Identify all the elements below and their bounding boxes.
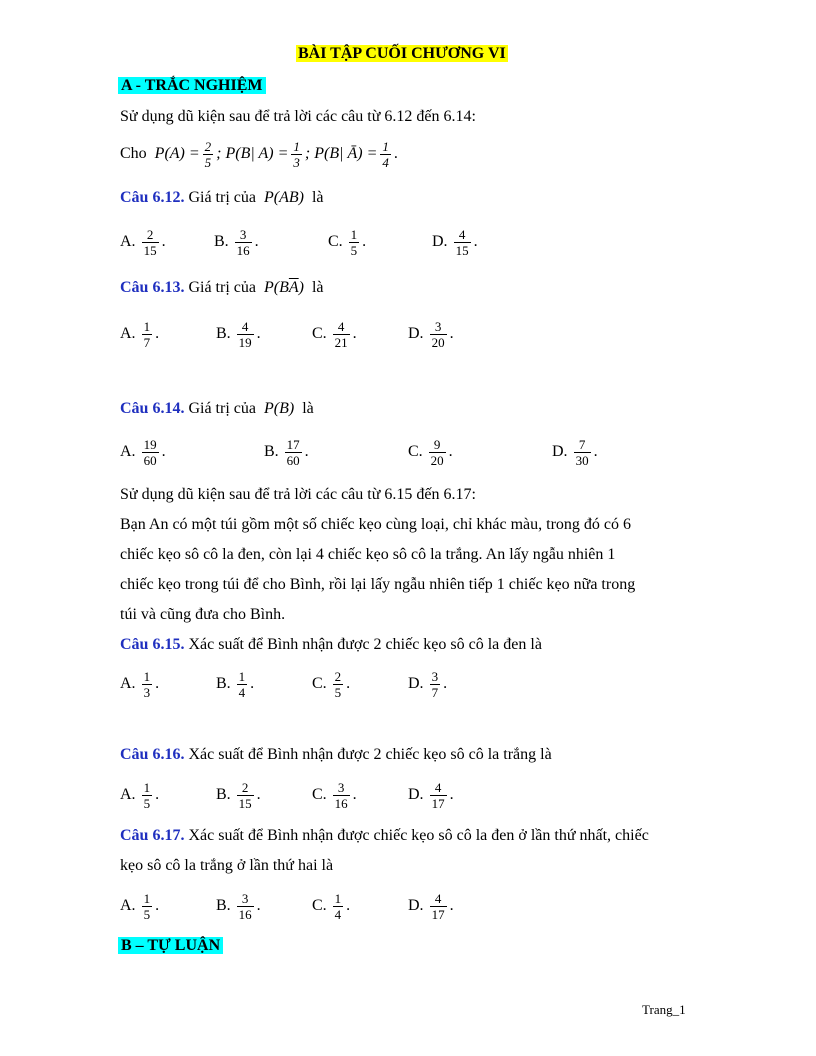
frac-den: 60 xyxy=(143,452,157,468)
intro-text-2: Sử dụng dũ kiện sau để trả lời các câu từ 6.15 đến 6.17: xyxy=(120,486,476,503)
option-fraction xyxy=(285,437,302,468)
question-label: Câu 6.14. xyxy=(120,400,185,417)
question-label: Câu 6.16. xyxy=(120,746,185,763)
frac-num: 1 xyxy=(143,668,151,684)
frac-den: 3 xyxy=(293,154,300,170)
frac-num: 1 xyxy=(334,890,342,906)
section-b-wrap xyxy=(118,937,223,955)
option-fraction xyxy=(142,319,153,350)
option-letter: D. xyxy=(408,897,424,914)
doc-title-wrap xyxy=(296,45,508,63)
option-letter: B. xyxy=(214,233,229,250)
page-number: Trang_1 xyxy=(642,1002,686,1017)
frac-den: 5 xyxy=(350,242,358,258)
frac-den: 60 xyxy=(286,452,300,468)
option-letter: C. xyxy=(312,786,327,803)
option-letter: C. xyxy=(408,443,423,460)
question-label: Câu 6.12. xyxy=(120,189,185,206)
frac-den: 5 xyxy=(204,154,212,170)
option-b[interactable]: B. $\frac{4}{19}$ . xyxy=(216,318,261,350)
frac-den: 17 xyxy=(431,906,445,922)
option-letter: D. xyxy=(552,443,568,460)
option-c[interactable]: C. $\frac{9}{20}$ . xyxy=(408,436,453,468)
frac-num: 1 xyxy=(382,138,389,154)
intro-text-1: Sử dụng dũ kiện sau để trả lời các câu từ 6.12 đến 6.14: xyxy=(120,108,476,125)
option-fraction xyxy=(430,669,441,700)
given-cho: Cho xyxy=(120,145,147,162)
question-suffix: là xyxy=(311,279,324,296)
option-fraction xyxy=(429,437,446,468)
question-6-12 xyxy=(120,188,324,208)
frac-den: 3 xyxy=(143,684,151,700)
option-c[interactable]: C. $\frac{1}{4}$ . xyxy=(312,890,351,922)
option-c[interactable]: C. $\frac{3}{16}$ . xyxy=(312,779,357,811)
option-fraction xyxy=(430,319,447,350)
frac-den: 16 xyxy=(334,795,348,811)
question-label: Câu 6.17. xyxy=(120,827,185,844)
frac-den: 21 xyxy=(334,334,348,350)
question-text: Xác suất để Bình nhận được 2 chiếc kẹo sô cô la trắng là xyxy=(188,746,552,763)
frac-num: 4 xyxy=(333,319,350,335)
frac-den: 15 xyxy=(143,242,157,258)
option-fraction xyxy=(454,227,471,258)
given-pba-fraction xyxy=(291,139,302,170)
option-b[interactable]: B. $\frac{2}{15}$ . xyxy=(216,779,261,811)
expr-a-complement: $\overline{A}$ xyxy=(288,279,299,296)
question-text-continued: kẹo sô cô la trắng ở lần thứ hai là xyxy=(120,857,334,874)
frac-den: 17 xyxy=(431,795,445,811)
section-a-wrap xyxy=(118,77,266,95)
frac-num: 2 xyxy=(334,668,342,684)
option-letter: A. xyxy=(120,786,136,803)
section-b-heading: B – TỰ LUẬN xyxy=(118,937,223,954)
option-d[interactable]: D. $\frac{3}{20}$ . xyxy=(408,318,454,350)
frac-den: 4 xyxy=(238,684,246,700)
frac-num: 3 xyxy=(430,319,447,335)
option-letter: A. xyxy=(120,233,136,250)
frac-num: 4 xyxy=(454,227,471,243)
frac-den: 5 xyxy=(143,906,151,922)
frac-num: 4 xyxy=(430,891,447,907)
given-line xyxy=(120,134,398,174)
option-a[interactable]: A. $\frac{1}{7}$ . xyxy=(120,318,160,350)
frac-num: 4 xyxy=(237,319,254,335)
question-text: Giá trị của xyxy=(188,400,256,417)
question-label: Câu 6.15. xyxy=(120,636,185,653)
option-fraction xyxy=(142,780,153,811)
frac-num: 1 xyxy=(238,668,246,684)
frac-num: 1 xyxy=(350,226,358,242)
question-6-15 xyxy=(120,635,542,655)
frac-den: 15 xyxy=(238,795,252,811)
option-fraction xyxy=(430,780,447,811)
option-fraction xyxy=(333,891,344,922)
frac-den: 7 xyxy=(431,684,439,700)
option-fraction xyxy=(333,780,350,811)
question-6-16 xyxy=(120,745,552,765)
option-letter: C. xyxy=(312,675,327,692)
option-b[interactable]: B. $\frac{3}{16}$ . xyxy=(214,226,259,258)
frac-num: 3 xyxy=(235,227,252,243)
option-fraction xyxy=(142,891,153,922)
option-fraction xyxy=(430,891,447,922)
option-d[interactable]: D. $\frac{3}{7}$ . xyxy=(408,668,448,700)
expr-close: ) xyxy=(298,279,304,296)
given-pbna-fraction xyxy=(380,139,391,170)
frac-den: 7 xyxy=(143,334,151,350)
option-letter: B. xyxy=(216,897,231,914)
option-letter: D. xyxy=(408,325,424,342)
option-letter: A. xyxy=(120,443,136,460)
option-fraction xyxy=(142,669,153,700)
option-c[interactable]: C. $\frac{2}{5}$ . xyxy=(312,668,351,700)
option-a[interactable]: A. $\frac{2}{15}$ . xyxy=(120,226,166,258)
option-letter: B. xyxy=(216,675,231,692)
option-letter: A. xyxy=(120,897,136,914)
story-line: Bạn An có một túi gồm một số chiếc kẹo cùng loại, chỉ khác màu, trong đó có 6 xyxy=(120,516,632,533)
given-pa-label: P(A) = xyxy=(154,145,200,162)
given-period: . xyxy=(393,145,398,162)
option-letter: C. xyxy=(328,233,343,250)
expr-p: P( xyxy=(263,279,280,296)
expr-b: B xyxy=(279,279,289,296)
option-fraction xyxy=(237,669,248,700)
option-fraction xyxy=(333,669,344,700)
option-letter: C. xyxy=(312,325,327,342)
given-pba-label: ; P(B| A) = xyxy=(216,145,289,162)
story-line: chiếc kẹo sô cô la đen, còn lại 4 chiếc kẹo sô cô la trắng. An lấy ngẫu nhiên 1 xyxy=(120,546,616,563)
frac-den: 4 xyxy=(382,154,389,170)
option-fraction xyxy=(235,227,252,258)
option-a[interactable]: A. $\frac{1}{5}$ . xyxy=(120,779,160,811)
option-a[interactable]: A. $\frac{1}{5}$ . xyxy=(120,890,160,922)
question-6-17 xyxy=(120,826,649,846)
option-a[interactable]: A. $\frac{1}{3}$ . xyxy=(120,668,160,700)
option-a[interactable]: A. $\frac{19}{60}$ . xyxy=(120,436,166,468)
frac-den: 16 xyxy=(236,242,250,258)
frac-den: 5 xyxy=(143,795,151,811)
story-line: túi và cũng đưa cho Bình. xyxy=(120,606,286,623)
frac-den: 15 xyxy=(455,242,469,258)
option-letter: B. xyxy=(216,325,231,342)
question-text: Xác suất để Bình nhận được chiếc kẹo sô cô la đen ở lần thứ nhất, chiếc xyxy=(188,827,649,844)
question-expr: P(B) xyxy=(263,400,295,417)
option-fraction xyxy=(142,437,159,468)
option-letter: D. xyxy=(432,233,448,250)
frac-den: 5 xyxy=(334,684,342,700)
frac-num: 1 xyxy=(293,138,300,154)
frac-num: 1 xyxy=(143,779,151,795)
frac-num: 2 xyxy=(142,227,159,243)
option-letter: A. xyxy=(120,675,136,692)
frac-num: 2 xyxy=(237,780,254,796)
option-b[interactable]: B. $\frac{3}{16}$ . xyxy=(216,890,261,922)
frac-den: 20 xyxy=(431,334,445,350)
frac-num: 19 xyxy=(143,436,157,452)
frac-num: 4 xyxy=(430,780,447,796)
question-suffix: là xyxy=(311,189,324,206)
frac-num: 1 xyxy=(143,318,151,334)
question-text: Giá trị của xyxy=(188,189,256,206)
option-fraction xyxy=(237,891,254,922)
option-d[interactable]: D. $\frac{4}{17}$ . xyxy=(408,890,454,922)
given-pbna-label: ; P(B| Ā) = xyxy=(304,145,378,162)
question-6-14 xyxy=(120,399,314,419)
frac-den: 19 xyxy=(238,334,252,350)
question-suffix: là xyxy=(302,400,314,417)
question-text: Xác suất để Bình nhận được 2 chiếc kẹo sô cô la đen là xyxy=(188,636,542,653)
frac-num: 2 xyxy=(204,138,212,154)
option-letter: B. xyxy=(264,443,279,460)
question-text: Giá trị của xyxy=(188,279,256,296)
option-fraction xyxy=(237,319,254,350)
option-letter: A. xyxy=(120,325,136,342)
option-fraction xyxy=(333,319,350,350)
option-d[interactable]: D. $\frac{4}{17}$ . xyxy=(408,779,454,811)
option-d[interactable]: D. $\frac{7}{30}$ . xyxy=(552,436,598,468)
frac-num: 9 xyxy=(429,437,446,453)
frac-num: 3 xyxy=(333,780,350,796)
option-letter: D. xyxy=(408,675,424,692)
story-line: chiếc kẹo trong túi để cho Bình, rồi lại lấy ngẫu nhiên tiếp 1 chiếc kẹo nữa trong xyxy=(120,576,636,593)
section-a-heading: A - TRẮC NGHIỆM xyxy=(118,77,266,94)
question-label: Câu 6.13. xyxy=(120,279,185,296)
frac-num: 7 xyxy=(574,437,591,453)
question-expr xyxy=(264,279,304,296)
frac-den: 16 xyxy=(238,906,252,922)
option-fraction xyxy=(349,227,360,258)
question-expr: P(AB) xyxy=(263,189,304,206)
option-b[interactable]: B. $\frac{1}{4}$ . xyxy=(216,668,255,700)
option-letter: D. xyxy=(408,786,424,803)
frac-num: 17 xyxy=(286,436,300,452)
option-c[interactable]: C. $\frac{4}{21}$ . xyxy=(312,318,357,350)
frac-num: 3 xyxy=(431,668,439,684)
option-letter: C. xyxy=(312,897,327,914)
given-pa-fraction xyxy=(203,139,214,170)
option-d[interactable]: D. $\frac{4}{15}$ . xyxy=(432,226,478,258)
option-b[interactable]: B. $\frac{17}{60}$ . xyxy=(264,436,309,468)
option-fraction xyxy=(142,227,159,258)
frac-den: 30 xyxy=(575,452,589,468)
frac-num: 1 xyxy=(143,890,151,906)
frac-den: 20 xyxy=(430,452,444,468)
option-fraction xyxy=(574,437,591,468)
option-c[interactable]: C. $\frac{1}{5}$ . xyxy=(328,226,367,258)
frac-den: 4 xyxy=(334,906,342,922)
option-letter: B. xyxy=(216,786,231,803)
question-6-13 xyxy=(120,278,324,298)
option-fraction xyxy=(237,780,254,811)
doc-title: BÀI TẬP CUỐI CHƯƠNG VI xyxy=(298,45,506,62)
frac-num: 3 xyxy=(237,891,254,907)
